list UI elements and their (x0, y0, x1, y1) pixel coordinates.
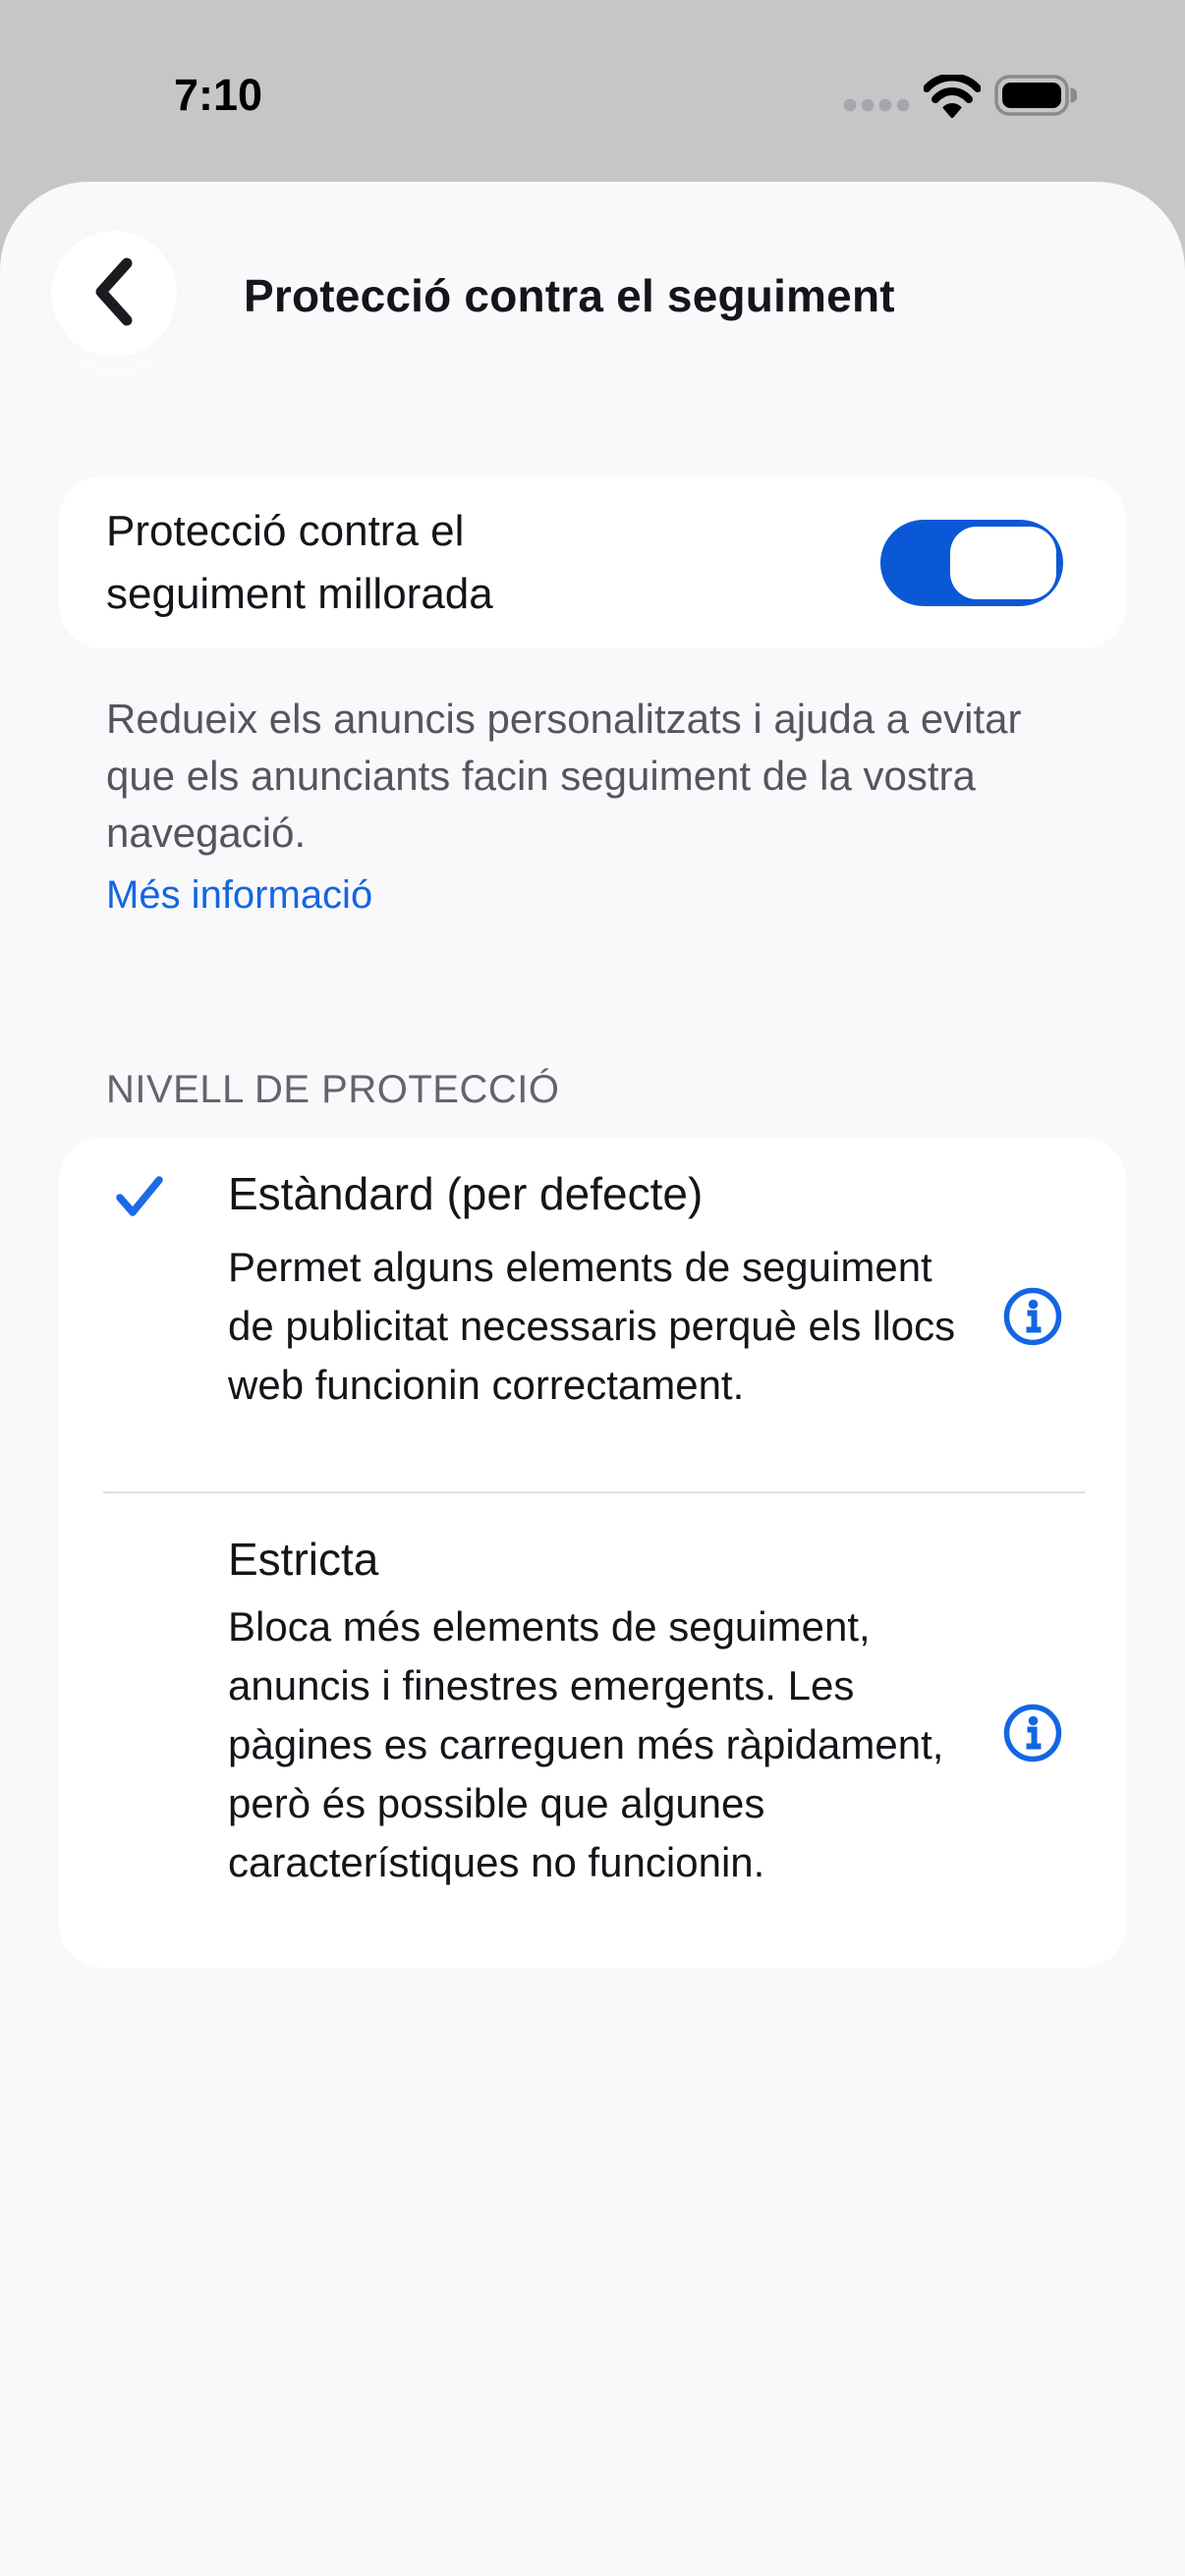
toggle-knob (950, 527, 1056, 599)
option-strict-description: Bloca més elements de seguiment, anuncis i finestres emergents. Les pàgines es carreguen més ràpidament, però és possible que algunes característiques no funcionin. (228, 1603, 944, 1885)
chevron-left-icon (87, 253, 141, 335)
standard-info-button[interactable] (1001, 1285, 1064, 1348)
learn-more-link[interactable]: Més informació (106, 873, 373, 917)
strict-info-button[interactable] (1001, 1702, 1064, 1764)
enhanced-tracking-protection-card (59, 476, 1126, 648)
wifi-icon (924, 75, 981, 123)
option-strict[interactable]: Estricta (228, 1534, 379, 1585)
status-icons (0, 0, 1185, 182)
battery-full-icon (994, 75, 1077, 121)
status-time: 7:10 (173, 70, 263, 120)
toggle-label: Protecció contra el seguiment millorada (106, 506, 493, 618)
protection-level-section-label: NIVELL DE PROTECCIÓ (106, 1068, 560, 1111)
option-standard[interactable]: Estàndard (per defecte) (228, 1168, 704, 1219)
checkmark-icon (114, 1173, 165, 1223)
feature-description: Redueix els anuncis personalitzats i ajuda a evitar que els anunciants facin seguiment de la vostra navegació. (106, 696, 1022, 856)
page-title: Protecció contra el seguiment (244, 270, 895, 321)
back-button[interactable] (51, 231, 177, 357)
tracking-protection-toggle[interactable] (880, 520, 1063, 606)
cellular-signal-dots-icon (843, 98, 912, 117)
status-bar (0, 0, 1185, 182)
option-standard-description: Permet alguns elements de seguiment de publicitat necessaris perquè els llocs web funcionin correctament. (228, 1244, 956, 1408)
protection-level-card (59, 1138, 1126, 1968)
info-circle-icon (1001, 1752, 1064, 1768)
info-circle-icon (1001, 1335, 1064, 1352)
options-divider (103, 1491, 1085, 1493)
tracking-protection-sheet (0, 182, 1185, 2576)
